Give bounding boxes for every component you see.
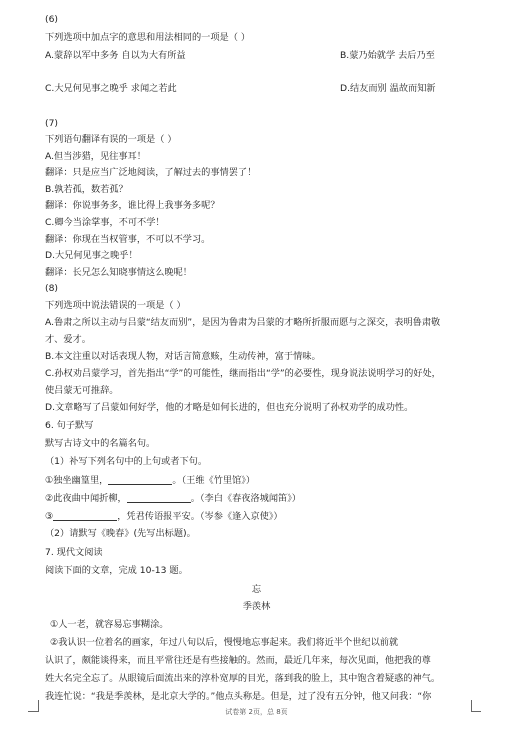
fill-blank-3: ③ ，凭君传语报平安。（岑参《逢入京使》） bbox=[45, 511, 283, 522]
section-7-title: 7. 现代文阅读 bbox=[45, 547, 103, 558]
q6-stem: 下列选项中加点字的意思和用法相同的一项是（ ） bbox=[45, 32, 251, 43]
article-paragraph-line: 姓大名完全忘了。从眼镜后面流出来的淳朴宽厚的目光，落到我的脸上，其中饱含着疑惑的神气。 bbox=[45, 673, 441, 684]
fill-blank-2: ②此夜曲中闻折柳， 。（李白《春夜洛城闻笛》） bbox=[45, 493, 301, 504]
q8-stem: 下列选项中说法错误的一项是（ ） bbox=[45, 300, 186, 311]
q7-line: 翻译：你现在当权管事，不可以不学习。 bbox=[45, 234, 211, 245]
section-7-intro: 阅读下面的文章，完成 10-13 题。 bbox=[45, 565, 188, 576]
q8-option-c: C.孙权劝吕蒙学习，首先指出“学”的可能性，继而指出“学”的必要性，现身说法说明学习的好处， bbox=[45, 368, 441, 379]
q7-line: 翻译：你说事务多，谁比得上我事务多呢？ bbox=[45, 200, 220, 211]
q6-option-a: A.蒙辞以军中多务 自以为大有所益 bbox=[45, 50, 186, 61]
q8-number: (8) bbox=[45, 283, 59, 294]
article-paragraph: ①人一老，就容易忘事糊涂。 bbox=[50, 619, 169, 630]
fill-blank-1: ①独坐幽篁里， 。（王维《竹里馆》） bbox=[45, 475, 256, 486]
q8-option-d: D.文章略写了吕蒙如何好学，他的才略是如何长进的，但也充分说明了孙权劝学的成功性。 bbox=[45, 402, 414, 413]
answer-blank[interactable] bbox=[53, 510, 117, 521]
q7-line: C.卿今当涂掌事，不可不学！ bbox=[45, 217, 165, 228]
article-paragraph-line: 认识了，颇能谈得来，而且平常往还是有些接触的。然而，最近几年来，每次见面，他把我的尊 bbox=[45, 655, 431, 666]
q7-stem: 下列语句翻译有误的一项是（ ） bbox=[45, 134, 177, 145]
answer-blank[interactable] bbox=[127, 492, 191, 503]
q6-option-d: D.结友而别 温故而知新 bbox=[340, 83, 436, 94]
section-6-intro: 默写古诗文中的名篇名句。 bbox=[45, 438, 156, 449]
article-paragraph: ②我认识一位着名的画家，年过八旬以后，慢慢地忘事起来。我们将近半个世纪以前就 bbox=[50, 637, 399, 648]
q8-option-c-cont: 使吕蒙无可推辞。 bbox=[45, 385, 119, 396]
answer-blank[interactable] bbox=[108, 474, 172, 485]
section-6-title: 6. 句子默写 bbox=[45, 420, 94, 431]
section-6-sub2: （2）请默写《晚春》(先写出标题)。 bbox=[45, 528, 196, 539]
q6-number: (6) bbox=[45, 14, 59, 25]
q7-line: 翻译：只是应当广泛地阅读，了解过去的事情罢了！ bbox=[45, 167, 257, 178]
article-title: 忘 bbox=[251, 584, 262, 595]
q7-line: 翻译：长兄怎么知晓事情这么晚呢！ bbox=[45, 267, 192, 278]
q8-option-a-cont: 才、爱才。 bbox=[45, 334, 91, 345]
article-paragraph-line: 我连忙说：“我是季羡林，是北京大学的。”他点头称是。但是，过了没有五分钟，他又问我：“你 bbox=[45, 691, 432, 702]
q6-option-c: C.大兄何见事之晚乎 求闻之若此 bbox=[45, 83, 177, 94]
q7-line: B.孰若孤，数若孤？ bbox=[45, 184, 128, 195]
q6-option-b: B.蒙乃始就学 去后乃至 bbox=[340, 50, 435, 61]
q8-option-a: A.鲁肃之所以主动与吕蒙“结友而别”，是因为鲁肃为吕蒙的才略所折服而愿与之深交，表明鲁肃敬 bbox=[45, 317, 441, 328]
section-6-sub1: （1）补写下列名句中的上句或者下句。 bbox=[45, 456, 208, 467]
q7-line: A.但当涉猎，见往事耳！ bbox=[45, 151, 146, 162]
q7-number: (7) bbox=[45, 118, 59, 129]
page-footer: 试卷第 2页，总 8页 bbox=[225, 708, 288, 716]
q7-line: D.大兄何见事之晚乎！ bbox=[45, 250, 138, 261]
article-author: 季羡林 bbox=[242, 601, 271, 612]
q8-option-b: B.本文注重以对话表现人物，对话言简意赅，生动传神，富于情味。 bbox=[45, 351, 321, 362]
